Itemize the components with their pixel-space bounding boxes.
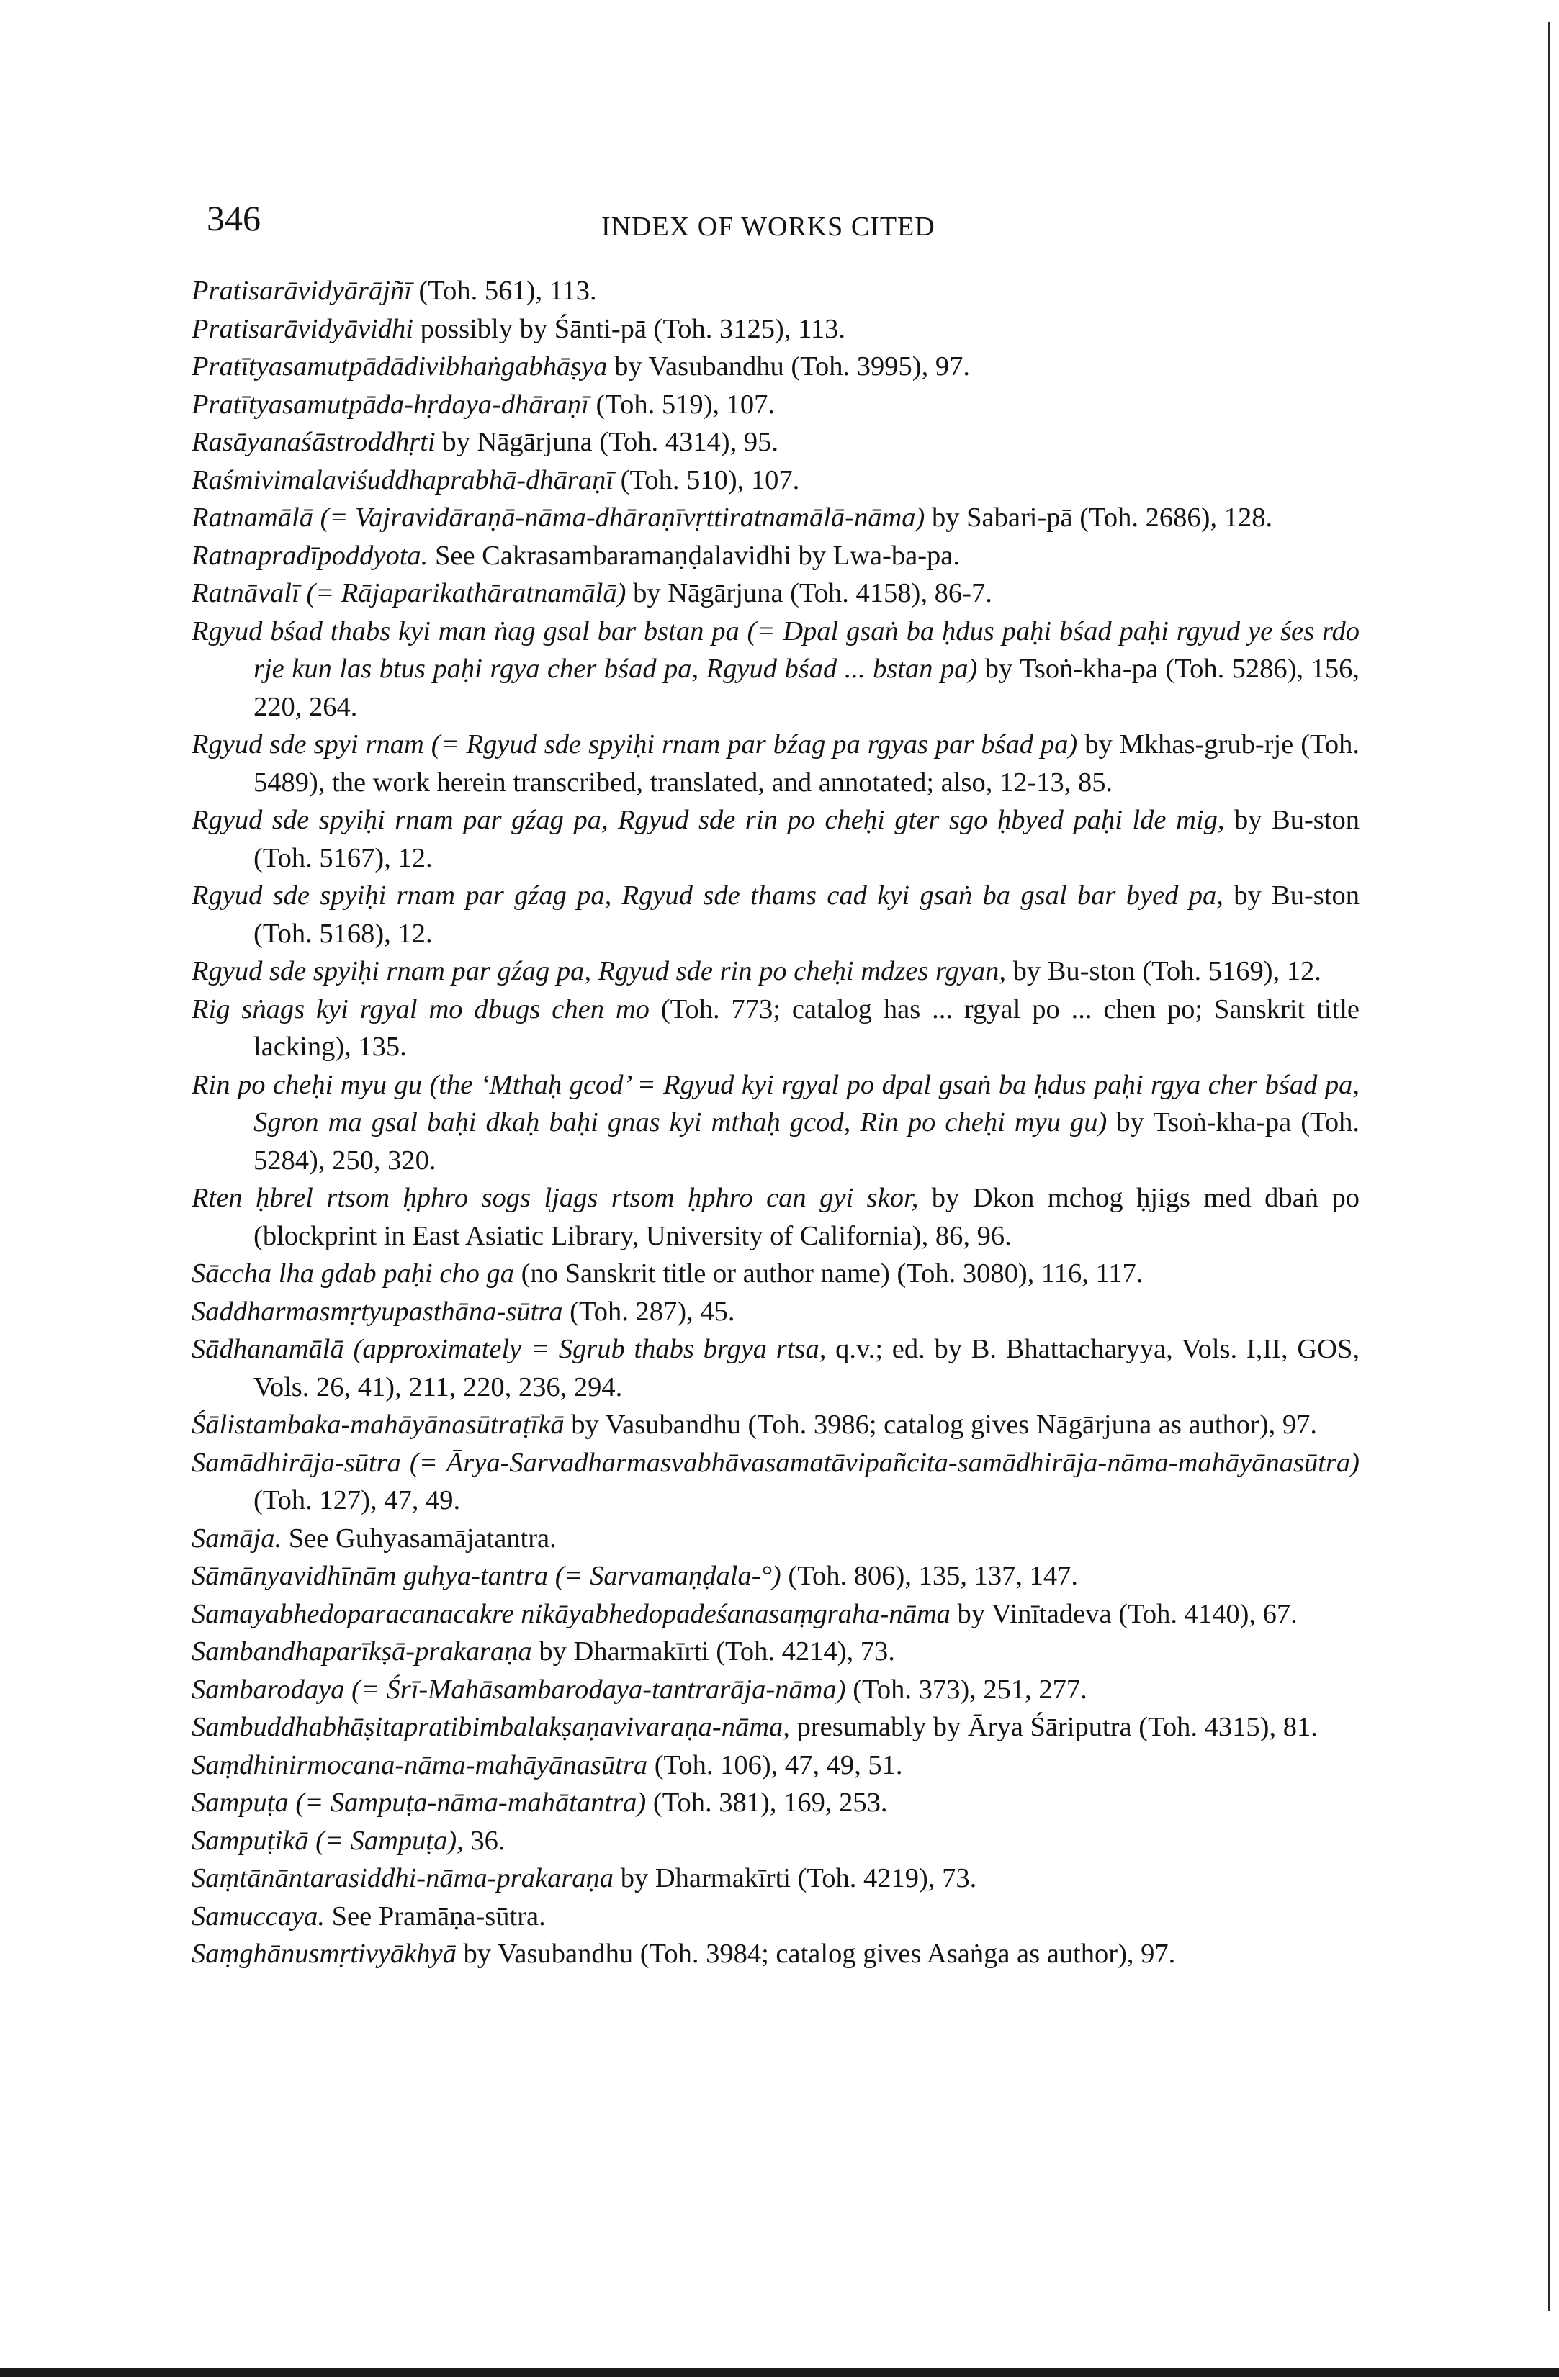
scan-edge-line: [1548, 22, 1550, 2311]
entry-details: by Vasubandhu (Toh. 3995), 97.: [607, 351, 970, 382]
entry-title: Sambuddhabhāṣitapratibimbalakṣaṇavivaraṇa-nāma,: [192, 1712, 790, 1742]
index-entry: [192, 991, 1360, 1066]
entry-title: Sāmānyavidhīnām guhya-tantra (= Sarvamaṇḍala-°): [192, 1561, 781, 1591]
entry-title: Sampuṭikā (= Sampuṭa),: [192, 1825, 464, 1856]
entry-title: Samayabhedoparacanacakre nikāyabhedopadeśanasaṃgraha-nāma: [192, 1598, 951, 1629]
entry-title: Sāccha lha gdab paḥi cho ga: [192, 1258, 515, 1289]
entry-details: by Sabari-pā (Toh. 2686), 128.: [925, 502, 1273, 533]
entry-title: Sampuṭa (= Sampuṭa-nāma-mahātantra): [192, 1788, 647, 1818]
entry-details: by Tsoṅ-kha-pa (Toh. 5284), 250, 320.: [253, 1107, 1360, 1176]
entry-title: Rig sṅags kyi rgyal mo dbugs chen mo: [192, 993, 650, 1024]
entry-title: Rin po cheḥi myu gu (the ‘Mthaḥ gcod’ = Rgyud kyi rgyal po dpal gsaṅ ba ḥdus paḥi rgya cher bśad pa, Sgron ma gsal baḥi dkaḥ baḥi gnas kyi mthaḥ gcod, Rin po cheḥi myu gu): [192, 1069, 1360, 1137]
index-entry: [192, 272, 1360, 310]
index-entry: [192, 726, 1360, 801]
entry-details: See Guhyasamājatantra.: [282, 1523, 557, 1554]
index-entry: [192, 537, 1360, 575]
index-entry: [192, 1293, 1360, 1331]
entry-title: Saṃtānāntarasiddhi-nāma-prakaraṇa: [192, 1863, 614, 1893]
index-entry: [192, 952, 1360, 991]
entry-details: by Mkhas-grub-rje (Toh. 5489), the work herein transcribed, translated, and annotated; also, 12-13, 85.: [253, 729, 1360, 798]
entry-details: by Bu-ston (Toh. 5169), 12.: [1006, 956, 1321, 986]
index-entry: [192, 310, 1360, 348]
index-entry: [192, 1746, 1360, 1785]
entry-details: by Dharmakīrti (Toh. 4219), 73.: [614, 1863, 977, 1893]
entry-details: (Toh. 773; catalog has ... rgyal po ... chen po; Sanskrit title lacking), 135.: [253, 993, 1360, 1062]
entry-details: See Cakrasambaramaṇḍalavidhi by Lwa-ba-pa.: [428, 540, 960, 571]
index-entry: [192, 1444, 1360, 1520]
entry-title: Ratnāvalī (= Rājaparikathāratnamālā): [192, 578, 626, 608]
entry-details: (Toh. 510), 107.: [614, 464, 800, 495]
index-entry: [192, 574, 1360, 613]
index-entry: [192, 1784, 1360, 1822]
scan-bottom-edge: [0, 2368, 1559, 2377]
entry-details: by Dharmakīrti (Toh. 4214), 73.: [531, 1636, 895, 1667]
entry-details: by Vasubandhu (Toh. 3984; catalog gives Asaṅga as author), 97.: [456, 1939, 1176, 1969]
entry-title: Sādhanamālā (approximately = Sgrub thabs brgya rtsa,: [192, 1334, 827, 1364]
entry-details: by Nāgārjuna (Toh. 4158), 86-7.: [626, 578, 992, 608]
index-entry: [192, 386, 1360, 424]
entry-title: Sambarodaya (= Śrī-Mahāsambarodaya-tantrarāja-nāma): [192, 1674, 846, 1705]
entry-details: presumably by Ārya Śāriputra (Toh. 4315), 81.: [789, 1712, 1318, 1742]
index-entry: [192, 1179, 1360, 1255]
index-entry: [192, 1708, 1360, 1746]
index-entry: [192, 1066, 1360, 1180]
index-entry: [192, 423, 1360, 461]
entry-details: (Toh. 519), 107.: [588, 389, 776, 420]
index-entry: [192, 499, 1360, 537]
index-entry: [192, 1330, 1360, 1406]
entry-details: by Nāgārjuna (Toh. 4314), 95.: [435, 427, 778, 457]
entry-details: by Vinītadeva (Toh. 4140), 67.: [950, 1598, 1298, 1629]
entry-title: Rasāyanaśāstroddhṛti: [192, 427, 436, 457]
entry-details: (Toh. 287), 45.: [562, 1296, 735, 1327]
entry-title: Rgyud bśad thabs kyi man ṅag gsal bar bstan pa (= Dpal gsaṅ ba ḥdus paḥi bśad paḥi rgyud ye śes rdo rje kun las btus paḥi rgya cher bśad pa, Rgyud bśad ... bstan pa): [192, 616, 1360, 684]
index-entry: [192, 1633, 1360, 1671]
entry-details: (Toh. 806), 135, 137, 147.: [781, 1561, 1078, 1591]
index-entry: [192, 1935, 1360, 1973]
entry-title: Pratītyasamutpāda-hṛdaya-dhāraṇī: [192, 389, 589, 420]
entry-details: q.v.; ed. by B. Bhattacharyya, Vols. I,II, GOS, Vols. 26, 41), 211, 220, 236, 294.: [253, 1334, 1360, 1402]
entry-title: Sambandhaparīkṣā-prakaraṇa: [192, 1636, 532, 1667]
entry-title: Rgyud sde spyiḥi rnam par gźag pa, Rgyud sde rin po cheḥi mdzes rgyan,: [192, 956, 1006, 986]
entry-title: Rgyud sde spyiḥi rnam par gźag pa, Rgyud sde thams cad kyi gsaṅ ba gsal bar byed pa,: [192, 880, 1223, 911]
entry-title: Samādhirāja-sūtra (= Ārya-Sarvadharmasvabhāvasamatāvipañcita-samādhirāja-nāma-mahāyānasūtra): [192, 1447, 1360, 1478]
entry-details: (Toh. 381), 169, 253.: [646, 1788, 888, 1818]
index-entry: [192, 1671, 1360, 1709]
index-entry: [192, 1520, 1360, 1558]
running-head: INDEX OF WORKS CITED: [601, 212, 935, 242]
entry-details: by Vasubandhu (Toh. 3986; catalog gives Nāgārjuna as author), 97.: [564, 1410, 1318, 1440]
index-entry: [192, 1595, 1360, 1633]
entry-title: Saddharmasmṛtyupasthāna-sūtra: [192, 1296, 563, 1327]
index-entry: [192, 1255, 1360, 1293]
entry-title: Raśmivimalaviśuddhaprabhā-dhāraṇī: [192, 464, 614, 495]
entry-title: Rgyud sde spyiḥi rnam par gźag pa, Rgyud sde rin po cheḥi gter sgo ḥbyed paḥi lde mig,: [192, 805, 1225, 835]
entry-details: (no Sanskrit title or author name) (Toh. 3080), 116, 117.: [514, 1258, 1144, 1289]
entry-title: Saṃghānusmṛtivyākhyā: [192, 1939, 457, 1969]
index-entry: [192, 877, 1360, 952]
entry-details: (Toh. 106), 47, 49, 51.: [647, 1749, 903, 1780]
entry-title: Saṃdhinirmocana-nāma-mahāyānasūtra: [192, 1749, 648, 1780]
entry-details: by Tsoṅ-kha-pa (Toh. 5286), 156, 220, 264.: [253, 654, 1360, 722]
entry-details: by Bu-ston (Toh. 5167), 12.: [253, 805, 1360, 873]
index-entry: [192, 1406, 1360, 1444]
index-entry: [192, 1860, 1360, 1898]
entry-title: Rgyud sde spyi rnam (= Rgyud sde spyiḥi rnam par bźag pa rgyas par bśad pa): [192, 729, 1078, 759]
index-entry: [192, 801, 1360, 877]
index-entry: [192, 613, 1360, 726]
index-entry: [192, 1898, 1360, 1936]
entry-details: (Toh. 127), 47, 49.: [253, 1485, 461, 1515]
entry-details: See Pramāṇa-sūtra.: [324, 1901, 546, 1932]
entry-title: Ratnamālā (= Vajravidāraṇā-nāma-dhāraṇīvṛttiratnamālā-nāma): [192, 502, 925, 533]
index-entry: [192, 1557, 1360, 1595]
entry-title: Śālistambaka-mahāyānasūtraṭīkā: [192, 1410, 565, 1440]
entry-title: Rten ḥbrel rtsom ḥphro sogs ljags rtsom ḥphro can gyi skor,: [192, 1183, 919, 1213]
entry-title: Ratnapradīpoddyota.: [192, 540, 428, 571]
entry-title: Samuccaya.: [192, 1901, 325, 1932]
entry-details: (Toh. 373), 251, 277.: [845, 1674, 1087, 1705]
entry-title: Samāja.: [192, 1523, 282, 1554]
index-entry: [192, 348, 1360, 386]
entry-details: (Toh. 561), 113.: [411, 276, 597, 306]
page-number: 346: [207, 198, 261, 238]
index-entry: [192, 461, 1360, 500]
entry-details: 36.: [463, 1825, 506, 1856]
entry-details: by Dkon mchog ḥjigs med dbaṅ po (blockprint in East Asiatic Library, University of California), 86, 96.: [253, 1183, 1360, 1251]
entry-details: possibly by Śānti-pā (Toh. 3125), 113.: [413, 313, 846, 344]
entry-title: Pratisarāvidyāvidhi: [192, 313, 413, 344]
entry-title: Pratītyasamutpādādivibhaṅgabhāṣya: [192, 351, 608, 382]
entry-details: by Bu-ston (Toh. 5168), 12.: [253, 880, 1360, 949]
index-entries: [192, 272, 1360, 1973]
entry-title: Pratisarāvidyārājñī: [192, 276, 412, 306]
index-entry: [192, 1822, 1360, 1860]
